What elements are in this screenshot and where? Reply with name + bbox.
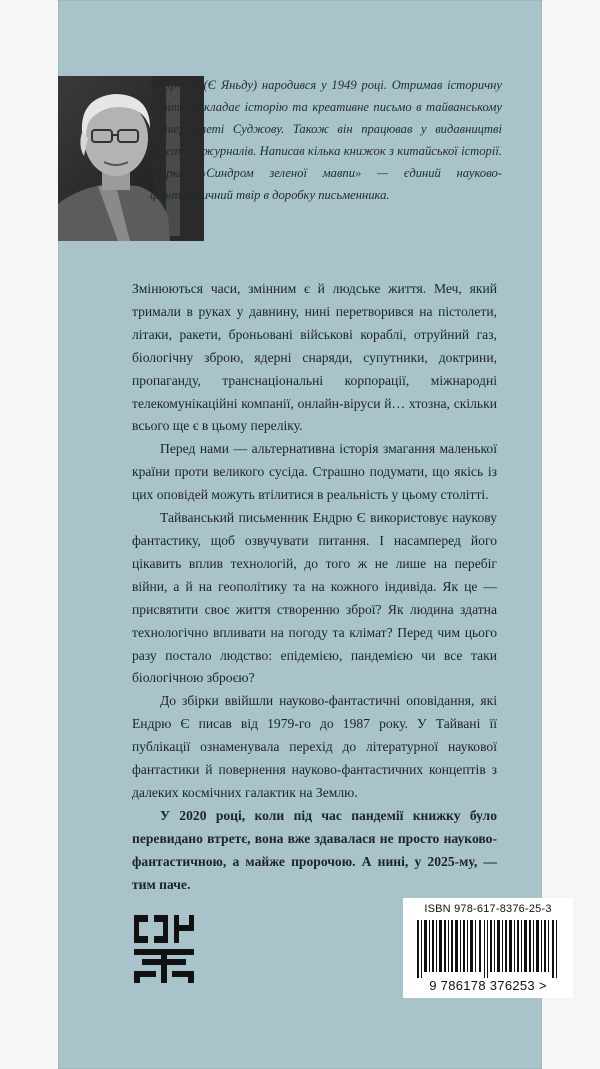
publisher-logo-icon	[134, 915, 196, 983]
author-bio	[150, 74, 502, 206]
annotation-paragraph: Змінюються часи, змінним є й людське життя. Меч, який тримали в руках у давнину, нині перетворився на пістолети, літаки, ракети, броньовані військові кораблі, отруйний газ, біологічну зброю, ядерні снаряди, супутники, доктрини, пропаганду, транснаціональні корпорації, міжнародні телекомунікаційні компанії, онлайн-віруси й… хтозна, скільки всього ще є в цьому переліку.	[132, 281, 497, 434]
annotation-paragraph: До збірки ввійшли науково-фантастичні оповідання, які Ендрю Є писав від 1979-го до 1987 року. У Тайвані її публікації ознаменувала перехід до літературної наукової фантастики й повернення науково-фантастичних концептів з далеких космічних галактик на Землю.	[132, 693, 497, 800]
barcode	[403, 898, 573, 998]
book-annotation	[132, 278, 497, 896]
author-bio-text: народився у 1949 році. Отримав історичну освіту, викладає історію та креативне письмо в тайванському Університеті Суджову. Також він працював у видавництві газет та журналів. Написав кілька книжок з китайської історії. Збірка «Синдром зеленої мавпи» — єдиний науково-фантастичний твір в доробку письменника.	[150, 78, 502, 202]
back-cover	[58, 0, 552, 1069]
barcode-bars	[415, 920, 561, 978]
annotation-paragraph: Перед нами — альтернативна історія змагання маленької країни проти великого сусіда. Страшно подумати, що якісь із цих оповідей можуть втілитися в реальність у цьому столітті.	[132, 441, 497, 503]
annotation-paragraph: Тайванський письменник Ендрю Є використовує наукову фантастику, щоб озвучувати питання. І насамперед його цікавить вплив технологій, до того ж не лише на перебіг війни, а й на геополітику та на кожного індивіда. Як це — присвятити своє життя створенню зброї? Як людина здатна технологічно впливати на погоду та клімат? Перед чим цього разу постало людство: епідемією, пандемією чи все таки біологічною зброєю?	[132, 510, 497, 686]
author-name: Ендрю Є (Є Яньду)	[150, 78, 258, 92]
isbn-label: ISBN 978-617-8376-25-3	[424, 903, 552, 915]
annotation-closing: У 2020 році, коли під час пандемії книжку було перевидано втретє, вона вже здавалася не просто науково-фантастичною, а майже пророчою. А нині, у 2025-му, — тим паче.	[132, 807, 497, 892]
barcode-number: 9 786178 376253 >	[429, 978, 547, 993]
